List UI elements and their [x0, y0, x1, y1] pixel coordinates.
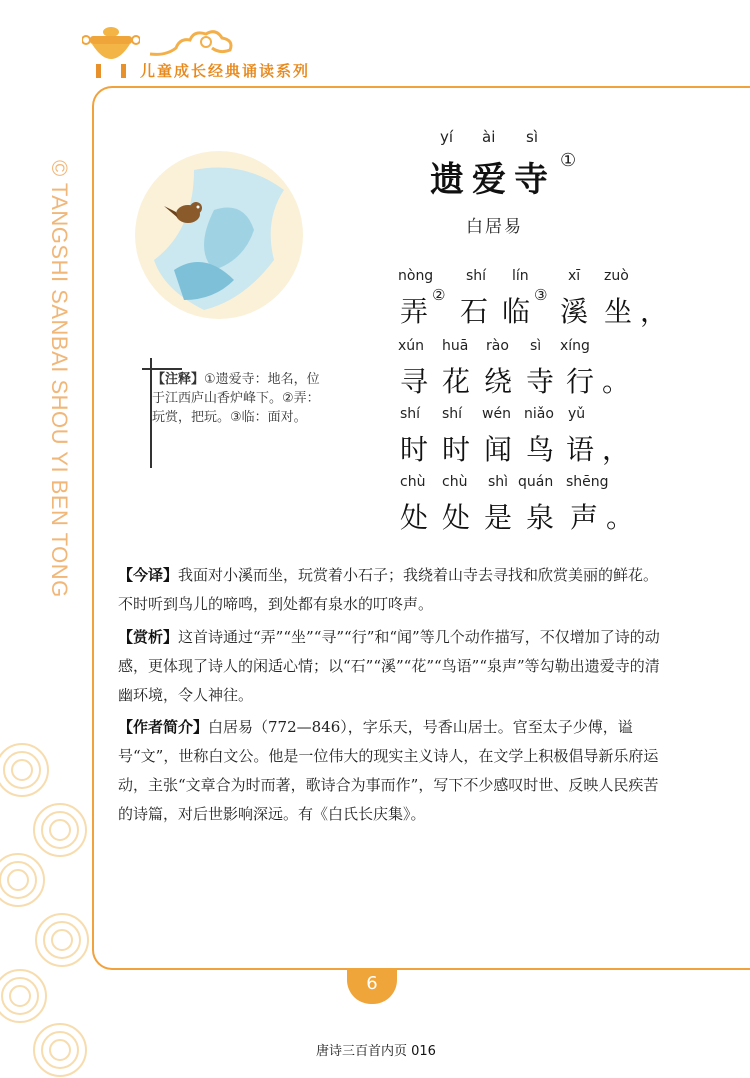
line-pinyin: niǎo [524, 406, 554, 422]
line-char: 声 [570, 501, 599, 534]
line-char: 处 [442, 501, 471, 534]
notes-divider-vertical [150, 358, 152, 468]
translation-paragraph [118, 561, 666, 619]
author-bio-label: 【作者简介】 [118, 718, 209, 736]
line-pinyin: lín [512, 268, 529, 284]
vertical-side-title [46, 160, 76, 640]
line-char: 语 [566, 433, 595, 466]
line-pinyin: yǔ [568, 406, 586, 422]
line-char: 溪 [560, 295, 589, 328]
title-pinyin: sì [526, 128, 538, 146]
title-pinyin: yí [440, 128, 454, 146]
line-pinyin: xún [398, 338, 425, 354]
line-pinyin: zuò [604, 268, 629, 284]
line-pinyin: quán [518, 474, 554, 490]
line-punct: ， [640, 295, 669, 328]
line-char: 绕 [484, 365, 513, 398]
analysis-label: 【赏析】 [118, 628, 179, 646]
title-char: 爱 [472, 160, 506, 200]
vertical-side-title-text: © TANGSHI SANBAI SHOU YI BEN TONG [47, 160, 72, 598]
notes-divider-horizontal [142, 368, 182, 370]
line-char: 行 [566, 365, 595, 398]
footer-text: 唐诗三百首内页 016 [316, 1044, 436, 1059]
line-pinyin: rào [486, 338, 509, 354]
notes-label: 【注释】 [152, 372, 205, 387]
title-footnote-mark: ① [560, 150, 577, 171]
line-char: 寺 [526, 365, 555, 398]
line-char: 泉 [526, 501, 555, 534]
line-char: 时 [400, 433, 429, 466]
line-char: 鸟 [526, 433, 555, 466]
line-footnote-mark: ③ [534, 286, 548, 304]
line-char: 坐 [604, 295, 633, 328]
cloud-ornament-icon [146, 26, 236, 60]
line-pinyin: shí [466, 268, 487, 284]
page-number: 6 [347, 968, 397, 1004]
title-pinyin: ài [482, 128, 496, 146]
line-char: 弄 [400, 295, 429, 328]
line-footnote-mark: ② [432, 286, 446, 304]
line-char: 石 [460, 295, 489, 328]
notes-text: ①遗爱寺：地名，位于江西庐山香炉峰下。②弄：玩赏，把玩。③临：面对。 [152, 372, 320, 425]
line-pinyin: xíng [560, 338, 590, 354]
line-punct: 。 [606, 501, 635, 534]
title-char: 寺 [514, 160, 548, 200]
line-pinyin: huā [442, 338, 469, 354]
swirl-pattern-decoration [0, 740, 90, 1078]
series-title: 儿童成长经典诵读系列 [140, 62, 311, 80]
author-bio-paragraph [118, 713, 666, 829]
line-char: 是 [484, 501, 513, 534]
line-pinyin: shì [488, 474, 509, 490]
line-punct: ， [602, 433, 631, 466]
waterfall-bird-illustration [134, 150, 304, 320]
line-char: 闻 [484, 433, 513, 466]
line-pinyin: chù [442, 474, 468, 490]
author-bio-text: 白居易（772—846），字乐天，号香山居士。官至太子少傅，谥号“文”，世称白文公。他是一位伟大的现实主义诗人，在文学上积极倡导新乐府运动，主张“文章合为时而著，歌诗合为事而作”，写下不少感叹时世、反映人民疾苦的诗篇，对后世影响深远。有《白氏长庆集》。 [118, 718, 659, 823]
line-char: 临 [502, 295, 531, 328]
translation-text: 我面对小溪而坐，玩赏着小石子；我绕着山寺去寻找和欣赏美丽的鲜花。不时听到鸟儿的啼鸣，到处都有泉水的叮咚声。 [118, 566, 659, 613]
line-pinyin: wén [482, 406, 511, 422]
line-pinyin: shēng [566, 474, 609, 490]
line-char: 处 [400, 501, 429, 534]
line-pinyin: shí [400, 406, 421, 422]
line-pinyin: shí [442, 406, 463, 422]
line-char: 时 [442, 433, 471, 466]
line-pinyin: chù [400, 474, 426, 490]
title-char: 遗 [430, 160, 464, 200]
line-pinyin: xī [568, 268, 581, 284]
line-char: 花 [442, 365, 471, 398]
censer-logo-icon [82, 20, 140, 80]
line-pinyin: sì [530, 338, 542, 354]
notes-box [152, 370, 322, 427]
analysis-paragraph [118, 623, 666, 710]
poem-author: 白居易 [466, 217, 523, 237]
analysis-text: 这首诗通过“弄”“坐”“寻”“行”和“闻”等几个动作描写，不仅增加了诗的动感，更体现了诗人的闲适心情；以“石”“溪”“花”“鸟语”“泉声”等勾勒出遗爱寺的清幽环境，令人神往。 [118, 628, 660, 704]
line-punct: 。 [602, 365, 631, 398]
line-pinyin: nòng [398, 268, 434, 284]
translation-label: 【今译】 [118, 566, 179, 584]
line-char: 寻 [400, 365, 429, 398]
